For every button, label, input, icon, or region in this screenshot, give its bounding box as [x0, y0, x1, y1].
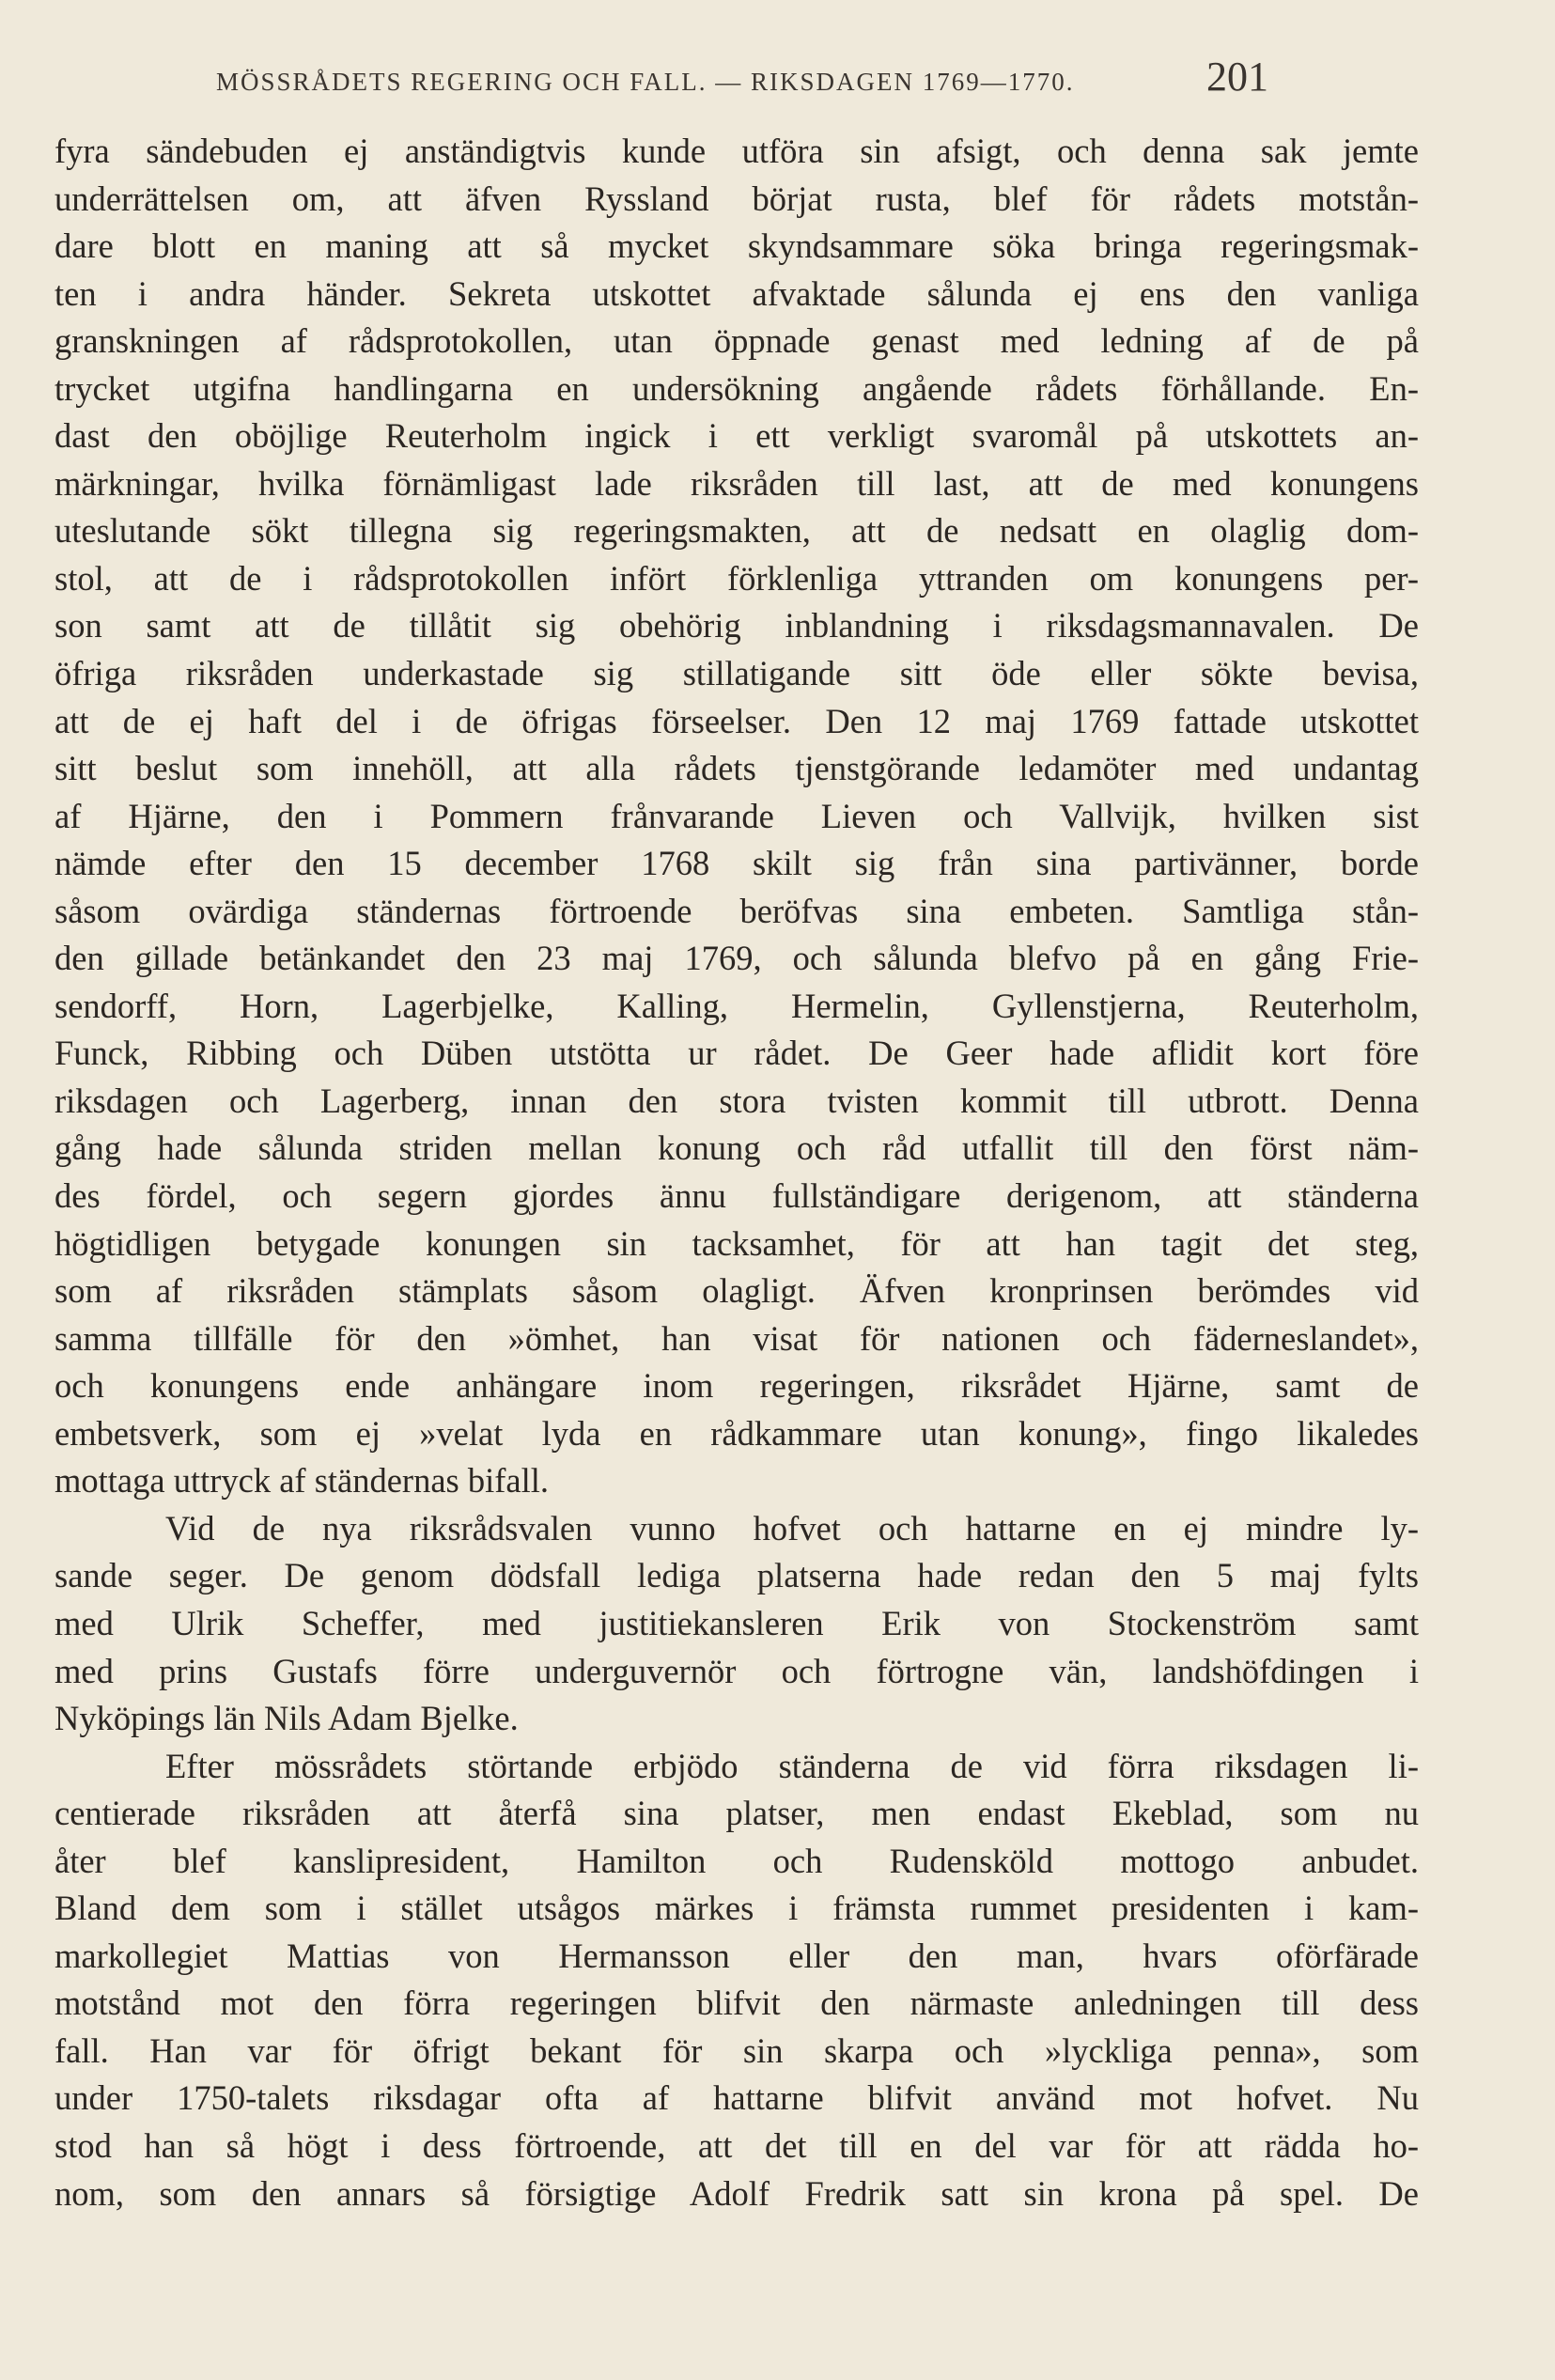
- text-line: uteslutande sökt tillegna sig regeringsmakten, att de nedsatt en olaglig dom-: [54, 511, 1419, 551]
- text-line: dare blott en maning att så mycket skyndsammare söka bringa regeringsmak-: [54, 226, 1419, 266]
- text-line: högtidligen betygade konungen sin tacksamhet, för att han tagit det steg,: [54, 1223, 1419, 1263]
- text-line: mottaga uttryck af ständernas bifall.: [54, 1461, 550, 1501]
- text-line: stod han så högt i dess förtroende, att det till en del var för att rädda ho-: [54, 2125, 1419, 2165]
- text-line: öfriga riksråden underkastade sig stillatigande sitt öde eller sökte bevisa,: [54, 654, 1419, 693]
- text-line: nom, som den annars så försigtige Adolf Fredrik satt sin krona på spel. De: [54, 2173, 1419, 2213]
- text-line: trycket utgifna handlingarna en undersökning angående rådets förhållande. En-: [54, 368, 1419, 408]
- text-line: Nyköpings län Nils Adam Bjelke.: [54, 1699, 519, 1738]
- text-line: af Hjärne, den i Pommern frånvarande Lieven och Vallvijk, hvilken sist: [54, 796, 1419, 835]
- text-line: ten i andra händer. Sekreta utskottet afvaktade sålunda ej ens den vanliga: [54, 273, 1419, 313]
- text-line: des fördel, och segern gjordes ännu fullständigare derigenom, att ständerna: [54, 1176, 1419, 1216]
- running-head: [216, 53, 1268, 109]
- text-line: och konungens ende anhängare inom regeringen, riksrådet Hjärne, samt de: [54, 1366, 1419, 1406]
- text-line: Efter mössrådets störtande erbjödo ständerna de vid förra riksdagen li-: [165, 1746, 1419, 1785]
- text-line: som af riksråden stämplats såsom olagligt. Äfven kronprinsen berömdes vid: [54, 1271, 1419, 1311]
- text-line: son samt att de tillåtit sig obehörig inblandning i riksdagsmannavalen. De: [54, 606, 1419, 646]
- body-text: [54, 128, 1419, 2217]
- text-line: under 1750-talets riksdagar ofta af hattarne blifvit använd mot hofvet. Nu: [54, 2078, 1419, 2118]
- text-line: granskningen af rådsprotokollen, utan öppnade genast med ledning af de på: [54, 321, 1419, 361]
- text-line: Bland dem som i stället utsågos märkes i främsta rummet presidenten i kam-: [54, 1889, 1419, 1928]
- text-line: såsom ovärdiga ständernas förtroende beröfvas sina embeten. Samtliga stån-: [54, 891, 1419, 930]
- running-title: MÖSSRÅDETS REGERING OCH FALL. — RIKSDAGEN 1769—1770.: [216, 68, 1075, 96]
- text-line: med Ulrik Scheffer, med justitiekansleren Erik von Stockenström samt: [54, 1603, 1419, 1642]
- text-line: samma tillfälle för den »ömhet, han visat för nationen och fäderneslandet»,: [54, 1318, 1419, 1358]
- text-line: med prins Gustafs förre underguvernör och förtrogne vän, landshöfdingen i: [54, 1651, 1419, 1690]
- text-line: stol, att de i rådsprotokollen infört förklenliga yttranden om konungens per-: [54, 558, 1419, 598]
- text-line: Funck, Ribbing och Düben utstötta ur rådet. De Geer hade aflidit kort före: [54, 1034, 1419, 1073]
- text-line: markollegiet Mattias von Hermansson eller den man, hvars oförfärade: [54, 1936, 1419, 1975]
- text-line: sande seger. De genom dödsfall lediga platserna hade redan den 5 maj fylts: [54, 1556, 1419, 1595]
- text-line: sitt beslut som innehöll, att alla rådets tjenstgörande ledamöter med undantag: [54, 749, 1419, 788]
- text-line: åter blef kanslipresident, Hamilton och Rudensköld mottogo anbudet.: [54, 1841, 1419, 1880]
- text-line: Vid de nya riksrådsvalen vunno hofvet och hattarne en ej mindre ly-: [165, 1508, 1419, 1548]
- text-line: motstånd mot den förra regeringen blifvit den närmaste anledningen till dess: [54, 1983, 1419, 2023]
- text-line: sendorff, Horn, Lagerbjelke, Kalling, Hermelin, Gyllenstjerna, Reuterholm,: [54, 986, 1419, 1025]
- page-number: 201: [1206, 54, 1268, 100]
- text-line: den gillade betänkandet den 23 maj 1769, och sålunda blefvo på en gång Frie-: [54, 939, 1419, 978]
- text-line: fall. Han var för öfrigt bekant för sin skarpa och »lyckliga penna», som: [54, 2030, 1419, 2070]
- text-line: märkningar, hvilka förnämligast lade riksråden till last, att de med konungens: [54, 463, 1419, 503]
- text-line: nämde efter den 15 december 1768 skilt sig från sina partivänner, borde: [54, 844, 1419, 883]
- text-line: underrättelsen om, att äfven Ryssland börjat rusta, blef för rådets motstån-: [54, 179, 1419, 218]
- text-line: embetsverk, som ej »velat lyda en rådkammare utan konung», fingo likaledes: [54, 1413, 1419, 1453]
- text-line: dast den oböjlige Reuterholm ingick i ett verkligt svaromål på utskottets an-: [54, 416, 1419, 456]
- text-line: riksdagen och Lagerberg, innan den stora tvisten kommit till utbrott. Denna: [54, 1081, 1419, 1120]
- text-line: fyra sändebuden ej anständigtvis kunde utföra sin afsigt, och denna sak jemte: [54, 132, 1419, 170]
- text-line: centierade riksråden att återfå sina platser, men endast Ekeblad, som nu: [54, 1794, 1419, 1833]
- text-line: att de ej haft del i de öfrigas förseelser. Den 12 maj 1769 fattade utskottet: [54, 701, 1419, 740]
- text-line: gång hade sålunda striden mellan konung och råd utfallit till den först näm-: [54, 1128, 1419, 1168]
